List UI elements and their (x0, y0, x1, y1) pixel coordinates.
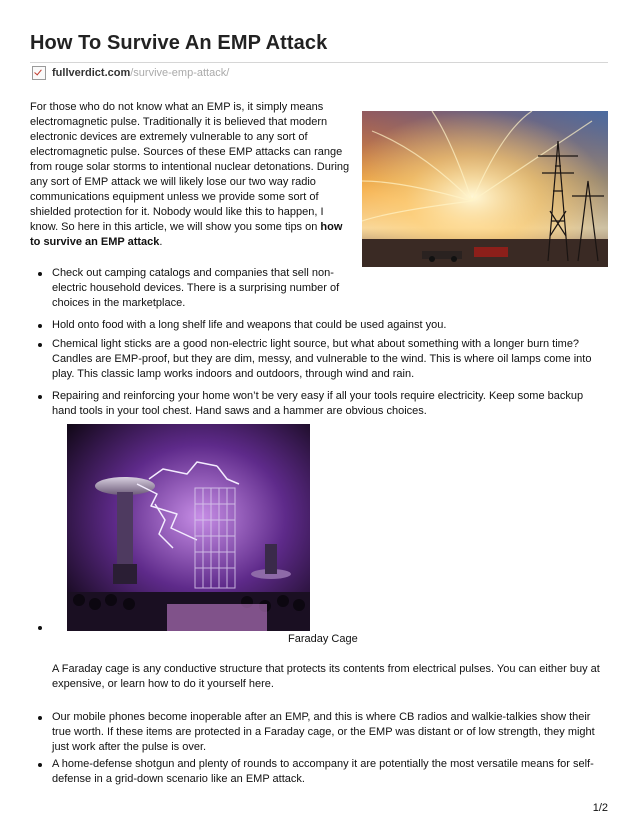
list-item: Check out camping catalogs and companies that sell non-electric household devices. There is a surprising number of choices in the marketplace. (38, 266, 346, 311)
source-domain-link[interactable]: fullverdict.com (52, 67, 131, 79)
faraday-paragraph: A Faraday cage is any conductive structure that protects its contents from electrical pulses. You can either buy at expensive, or learn how to do it yourself here. (52, 663, 600, 690)
page-number: 1/2 (592, 802, 608, 814)
list-item: Repairing and reinforcing your home won’t be very easy if all your tools require electricity. Keep some backup hand tools in your tool chest. Hand saws and a hammer are obvious choices. (38, 389, 606, 419)
intro-end: . (159, 236, 163, 248)
source-line (32, 66, 229, 80)
intro-text: For those who do not know what an EMP is, it simply means electromagnetic pulse. Traditionally it is believed that modern electronic devices are extremely vulnerable to any sort of electromagnetic pulse. Sources of these EMP attacks can range from rouge solar storms to intentional nuclear detonations. During any sort of EMP attack we will likely lose our two way radio communications equipment unless we provide some sort of shielded protection for it. Nobody would like this to happen, I know. So here in this article, we will show you some tips on (30, 101, 350, 233)
title-divider (30, 62, 608, 63)
list-item: A home-defense shotgun and plenty of rounds to accompany it are potentially the most versatile means for self-defense in a grid-down scenario like an EMP attack. (38, 757, 606, 787)
intro-paragraph (30, 100, 350, 250)
list-item: Chemical light sticks are a good non-electric light source, but what about something with a longer burn time? Candles are EMP-proof, but they are dim, messy, and vulnerable to the wind. This is where oil lamps come into play. This classic lamp works indoors and outdoors, through wind and rain. (38, 337, 606, 382)
intro-bold-link[interactable]: how to survive an EMP attack (30, 221, 343, 248)
list-item: Our mobile phones become inoperable after an EMP, and this is where CB radios and walkie-talkies show their true worth. If these items are protected in a Faraday cage, or the EMP was distant or of low strength, they might just work after the pulse is over. (38, 710, 606, 755)
favicon-icon (32, 66, 46, 80)
faraday-cage-image (67, 424, 310, 631)
list-item: Hold onto food with a long shelf life and weapons that could be used against you. (38, 318, 606, 333)
source-path-link[interactable]: /survive-emp-attack/ (130, 67, 230, 79)
page-title: How To Survive An EMP Attack (30, 32, 328, 54)
emp-illustration-image (362, 111, 608, 267)
image-caption: Faraday Cage (288, 633, 358, 645)
